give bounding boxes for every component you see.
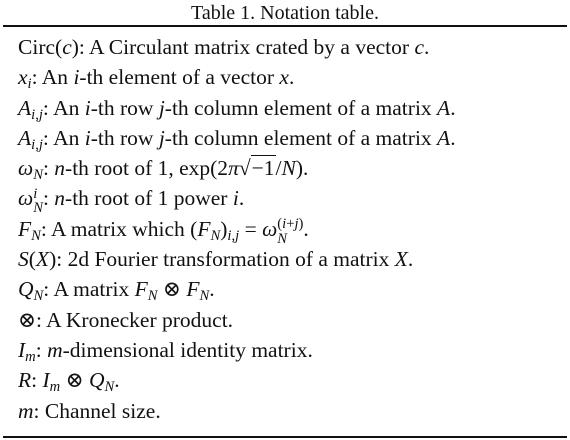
top-rule [3,25,567,27]
table-row: $x_i$: An i-th element of a vector x. [18,65,295,93]
table-row: $F_N$: A matrix which $(F_N)_{i,j} = \omega$ (i+j) N . [18,216,309,247]
table-row: m: Channel size. [18,398,161,423]
table-row: $A_{i,j}$: An i-th row j-th column element of a matrix A. [18,95,456,123]
table-row: ω i N : n-th root of 1 power i. [18,185,245,217]
table-row: $\omega_N$: n-th root of 1, exp(2π√−1/N). [18,156,309,184]
table-row: Circ(c): A Circulant matrix crated by a vector c. [18,35,430,59]
table-row: S(X): 2d Fourier transformation of a matrix X. [18,247,414,272]
table-row: $A_{i,j}$: An i-th row j-th column element of a matrix A. [18,125,456,153]
table-body [18,32,570,426]
table-row: $Q_N$: A matrix $F_N$ ⊗ $F_N$. [18,277,215,305]
table-row: ⊗: A Kronecker product. [18,307,234,332]
table-caption: Table 1. Notation table. [191,2,379,24]
table-row: $I_m$: m-dimensional identity matrix. [18,337,313,366]
bottom-rule [3,436,567,438]
table-row: R: $I_m$ ⊗ $Q_N$. [18,368,120,396]
